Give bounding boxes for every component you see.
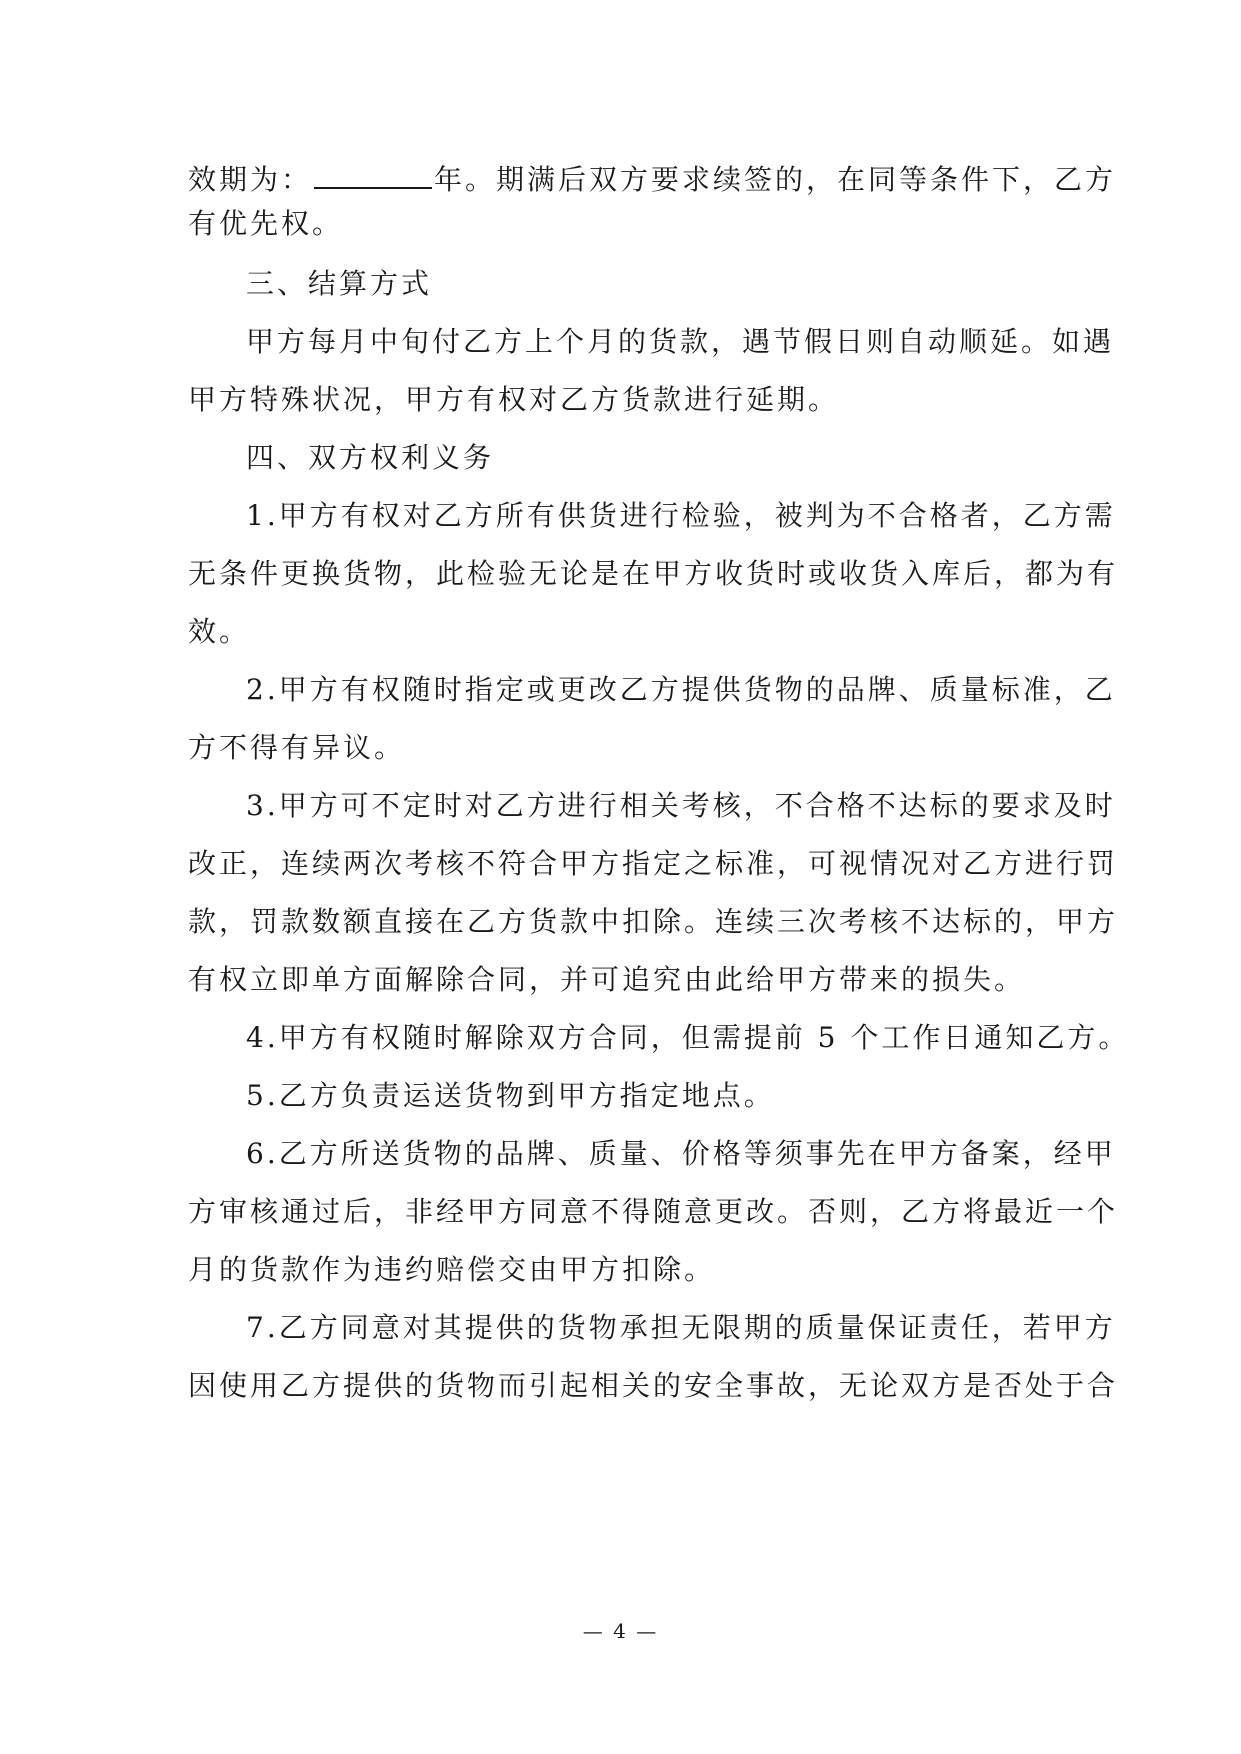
paragraph-line: 1.甲方有权对乙方所有供货进行检验，被判为不合格者，乙方需 (246, 499, 1116, 532)
paragraph-line: 款，罚款数额直接在乙方货款中扣除。连续三次考核不达标的，甲方 (188, 905, 1119, 938)
fill-in-blank (314, 163, 432, 189)
paragraph-line: 方审核通过后，非经甲方同意不得随意更改。否则，乙方将最近一个 (188, 1195, 1119, 1228)
line-text: 年。期满后双方要求续签的，在同等条件下，乙方 (434, 163, 1117, 196)
paragraph-line: 改正，连续两次考核不符合甲方指定之标准，可视情况对乙方进行罚 (188, 847, 1119, 880)
paragraph-line: 效。 (188, 615, 251, 648)
paragraph-line: 有优先权。 (188, 207, 344, 240)
line-text: 效期为： (188, 163, 313, 196)
section-heading: 四、双方权利义务 (246, 441, 495, 474)
paragraph-line: 因使用乙方提供的货物而引起相关的安全事故，无论双方是否处于合 (188, 1369, 1119, 1402)
paragraph-line: 月的货款作为违约赔偿交由甲方扣除。 (188, 1253, 716, 1286)
paragraph-line: 甲方每月中旬付乙方上个月的货款，遇节假日则自动顺延。如遇 (246, 325, 1115, 358)
paragraph-line: 无条件更换货物，此检验无论是在甲方收货时或收货入库后，都为有 (188, 557, 1119, 590)
paragraph-line: 方不得有异议。 (188, 731, 406, 764)
paragraph-line: 有权立即单方面解除合同，并可追究由此给甲方带来的损失。 (188, 963, 1026, 996)
paragraph-line: 4.甲方有权随时解除双方合同，但需提前 5 个工作日通知乙方。 (246, 1021, 1130, 1054)
paragraph-line: 6.乙方所送货物的品牌、质量、价格等须事先在甲方备案，经甲 (246, 1137, 1116, 1170)
paragraph-line: 2.甲方有权随时指定或更改乙方提供货物的品牌、质量标准，乙 (246, 673, 1116, 706)
page-number: — 4 — (582, 1619, 659, 1643)
paragraph-line: 5.乙方负责运送货物到甲方指定地点。 (246, 1079, 775, 1112)
paragraph-line: 3.甲方可不定时对乙方进行相关考核，不合格不达标的要求及时 (246, 789, 1116, 822)
paragraph-line: 7.乙方同意对其提供的货物承担无限期的质量保证责任，若甲方 (246, 1311, 1116, 1344)
paragraph-line: 甲方特殊状况，甲方有权对乙方货款进行延期。 (188, 383, 840, 416)
section-heading: 三、结算方式 (246, 267, 433, 300)
paragraph-line (188, 160, 1116, 200)
